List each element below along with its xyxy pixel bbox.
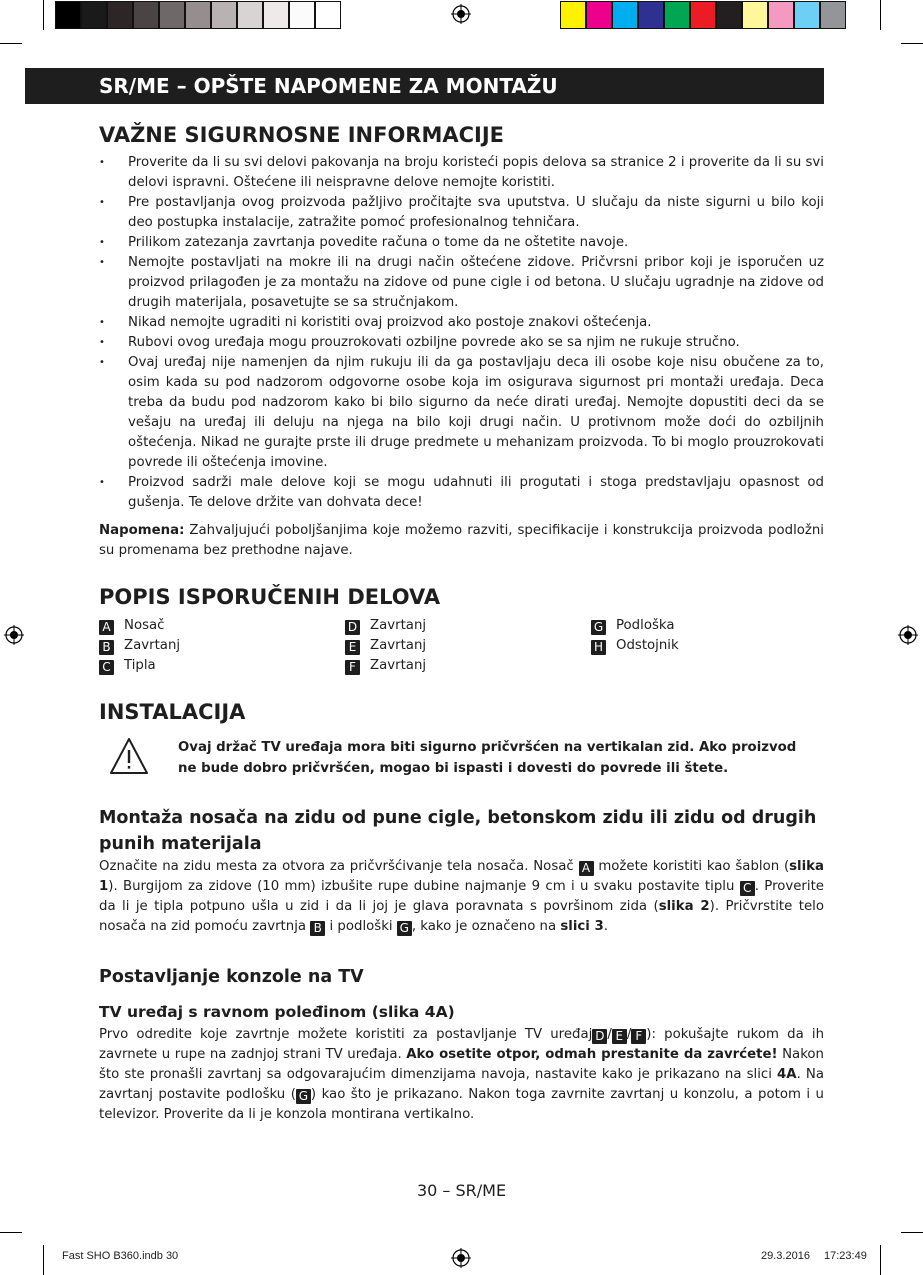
parts-heading: POPIS ISPORUČENIH DELOVA	[99, 585, 441, 609]
color-swatch	[185, 1, 211, 29]
list-item: • Ovaj uređaj nije namenjen da njim rukuju ili da ga postavljaju deca ili osobe koje nisu obučene za to, osim kada su pod nadzorom odgovorne osobe koja im osigurava sigurnost pri montaži uređaja. Deca treba da budu pod nadzorom kako bi bilo sigurno da neće dirati uređaj. Nemojte dopustiti deci da se vešaju na uređaj ili deluju na njega na bilo koji drugi način. U protivnom može doći do ozbiljnih oštećenja. Nikad ne gurajte prste ili druge predmete u mehanizam proizvoda. To bi moglo prouzrokovati povrede ili oštećenja imovine.	[99, 353, 824, 473]
part-key-badge: B	[99, 640, 114, 655]
color-swatch	[133, 1, 159, 29]
color-swatch	[690, 1, 716, 29]
registration-mark-icon	[4, 625, 24, 645]
list-item: • Proizvod sadrži male delove koji se mogu udahnuti ili progutati i stoga predstavljaju opasnost od gušenja. Te delove držite van dohvata dece!	[99, 473, 824, 513]
part-key-badge: B	[310, 921, 325, 936]
text-run: ): pokušajte rukom da ih zavrnete u rupe na zadnjoj strani TV uređaja.	[99, 1027, 825, 1062]
part-label: Zavrtanj	[124, 638, 181, 653]
figure-ref: slika 1	[99, 859, 824, 894]
part-key-badge: D	[345, 620, 360, 635]
registration-mark-icon	[451, 1248, 471, 1268]
color-swatch	[289, 1, 315, 29]
color-bar	[560, 1, 846, 29]
part-key-badge: H	[591, 640, 606, 655]
color-swatch	[107, 1, 133, 29]
color-swatch	[638, 1, 664, 29]
color-swatch	[81, 1, 107, 29]
mount-heading: Montaža nosača na zidu od pune cigle, betonskom zidu ili zidu od drugih punih materijala	[99, 808, 817, 854]
gray-color-bar	[55, 1, 341, 29]
part-key-badge: G	[397, 921, 412, 936]
text-run: Nakon što ste pronašli zavrtanj sa odgovarajućim dimenzijama navoja, nastavite kako je prikazano na slici	[99, 1047, 824, 1082]
list-item	[99, 656, 180, 676]
text-run: i podloški	[325, 919, 397, 934]
part-label: Odstojnik	[616, 638, 679, 653]
crop-mark	[0, 1232, 22, 1233]
list-item	[99, 616, 180, 636]
crop-mark	[880, 1245, 881, 1275]
file-slug: Fast SHO B360.indb 30	[62, 1250, 179, 1262]
list-item: • Pre postavljanja ovog proizvoda pažljivo pročitajte sva uputstva. U slučaju da niste sigurni u bilo koji deo postupka instalacije, zatražite pomoć profesionalnog tehničara.	[99, 193, 824, 233]
part-label: Zavrtanj	[370, 618, 427, 633]
print-time: 17:23:49	[824, 1250, 867, 1262]
text-run: ). Burgijom za zidove (10 mm) izbušite rupe dubine najmanje 9 cm i u svaku postavite tiplu	[108, 879, 740, 894]
text-run: ). Pričvrstite telo nosača na zid pomoću zavrtnja	[99, 899, 824, 934]
list-item	[345, 616, 426, 636]
color-swatch	[263, 1, 289, 29]
text-run: Prvo odredite koje zavrtnje možete koristiti za postavljanje TV uređaj	[99, 1027, 593, 1042]
text-run: /	[607, 1027, 612, 1042]
safety-list	[99, 153, 824, 513]
list-item	[345, 656, 426, 676]
print-date: 29.3.2016	[761, 1250, 810, 1262]
list-item: • Nikad nemojte ugraditi ni koristiti ovaj proizvod ako postoje znakovi oštećenja.	[99, 313, 824, 333]
color-swatch	[159, 1, 185, 29]
color-swatch	[742, 1, 768, 29]
part-label: Zavrtanj	[370, 638, 427, 653]
part-key-badge: E	[345, 640, 360, 655]
safety-heading: VAŽNE SIGURNOSNE INFORMACIJE	[99, 123, 505, 147]
figure-ref: slika 2	[658, 899, 710, 914]
text-run: . Proverite da li je tipla potpuno ušla u zid i da li joj je glava poravnata s površinom zida (	[99, 879, 824, 914]
note-label: Napomena:	[99, 523, 185, 538]
text-run: Označite na zidu mesta za otvora za pričvršćivanje tela nosača. Nosač	[99, 859, 579, 874]
installation-heading: INSTALACIJA	[99, 700, 246, 724]
list-item: • Nemojte postavljati na mokre ili na drugi način oštećene zidove. Pričvrsni pribor koji je isporučen uz proizvod prilagođen je za montažu na zidove od pune cigle i od betona. U slučaju ugradnje na zidove od drugih materijala, posavetujte se sa stručnjakom.	[99, 253, 824, 313]
color-swatch	[586, 1, 612, 29]
crop-mark	[901, 43, 923, 44]
color-swatch	[768, 1, 794, 29]
text-run: možete koristiti kao šablon (	[593, 859, 790, 874]
part-key-badge: E	[612, 1029, 627, 1044]
warning-triangle-icon	[109, 737, 149, 775]
color-swatch	[55, 1, 81, 29]
part-key-badge: F	[631, 1029, 646, 1044]
part-key-badge: G	[296, 1089, 311, 1104]
list-item	[345, 636, 426, 656]
figure-ref: slici 3	[560, 919, 604, 934]
registration-mark-icon	[451, 4, 471, 24]
flat-tv-heading: TV uređaj s ravnom poleđinom (slika 4A)	[99, 1003, 455, 1021]
warning-inline: Ako osetite otpor, odmah prestanite da zavrćete!	[406, 1047, 778, 1062]
part-key-badge: G	[591, 620, 606, 635]
color-swatch	[211, 1, 237, 29]
note-text: Zahvaljujući poboljšanjima koje možemo razviti, specifikacije i konstrukcija proizvoda podložni su promenama bez prethodne najave.	[99, 523, 824, 558]
part-key-badge: A	[99, 620, 114, 635]
crop-mark	[901, 1232, 923, 1233]
page-header-banner: SR/ME – OPŠTE NAPOMENE ZA MONTAŽU	[25, 68, 824, 104]
part-key-badge: F	[345, 660, 360, 675]
parts-column	[345, 616, 426, 676]
text-run: . Na zavrtanj postavite podlošku (	[99, 1067, 824, 1102]
color-swatch	[820, 1, 846, 29]
list-item: • Prilikom zatezanja zavrtanja povedite računa o tome da ne oštetite navoje.	[99, 233, 824, 253]
crop-mark	[0, 43, 22, 44]
figure-ref: 4A	[777, 1067, 797, 1082]
color-swatch	[716, 1, 742, 29]
warning-text: Ovaj držač TV uređaja mora biti sigurno pričvršćen na vertikalan zid. Ako proizvod ne bude dobro pričvršćen, mogao bi ispasti i dovesti do povrede ili štete.	[178, 740, 797, 776]
part-label: Nosač	[124, 618, 165, 633]
crop-mark	[880, 0, 881, 30]
list-item: • Rubovi ovog uređaja mogu prouzrokovati ozbiljne povrede ako se sa njim ne rukuje stručno.	[99, 333, 824, 353]
text-run: , kako je označeno na	[411, 919, 561, 934]
list-item	[99, 636, 180, 656]
parts-column	[591, 616, 679, 656]
parts-column	[99, 616, 180, 676]
console-heading: Postavljanje konzole na TV	[99, 967, 364, 987]
part-label: Zavrtanj	[370, 658, 427, 673]
color-swatch	[237, 1, 263, 29]
color-swatch	[664, 1, 690, 29]
page-number: 30 – SR/ME	[416, 1181, 507, 1200]
crop-mark	[43, 0, 44, 30]
color-swatch	[560, 1, 586, 29]
text-run: ) kao što je prikazano. Nakon toga zavrnite zavrtanj u konzolu, a potom i u televizor. Proverite da li je konzola montirana vertikalno.	[99, 1087, 824, 1122]
text-run: /	[626, 1027, 632, 1042]
registration-mark-icon	[898, 625, 918, 645]
note-paragraph	[99, 521, 824, 561]
list-item	[591, 636, 679, 656]
flat-tv-paragraph	[99, 1025, 824, 1125]
part-label: Podloška	[616, 618, 675, 633]
color-swatch	[612, 1, 638, 29]
text-run: .	[603, 919, 608, 934]
color-swatch	[794, 1, 820, 29]
mount-paragraph	[99, 857, 824, 937]
part-key-badge: C	[99, 660, 114, 675]
part-key-badge: C	[740, 881, 755, 896]
part-key-badge: A	[579, 861, 594, 876]
list-item	[591, 616, 679, 636]
part-key-badge: D	[592, 1029, 607, 1044]
list-item: • Proverite da li su svi delovi pakovanja na broju koristeći popis delova sa stranice 2 i proverite da li su svi delovi ispravni. Oštećene ili neispravne delove nemojte koristiti.	[99, 153, 824, 193]
color-swatch	[315, 1, 341, 29]
crop-mark	[43, 1245, 44, 1275]
part-label: Tipla	[124, 658, 156, 673]
